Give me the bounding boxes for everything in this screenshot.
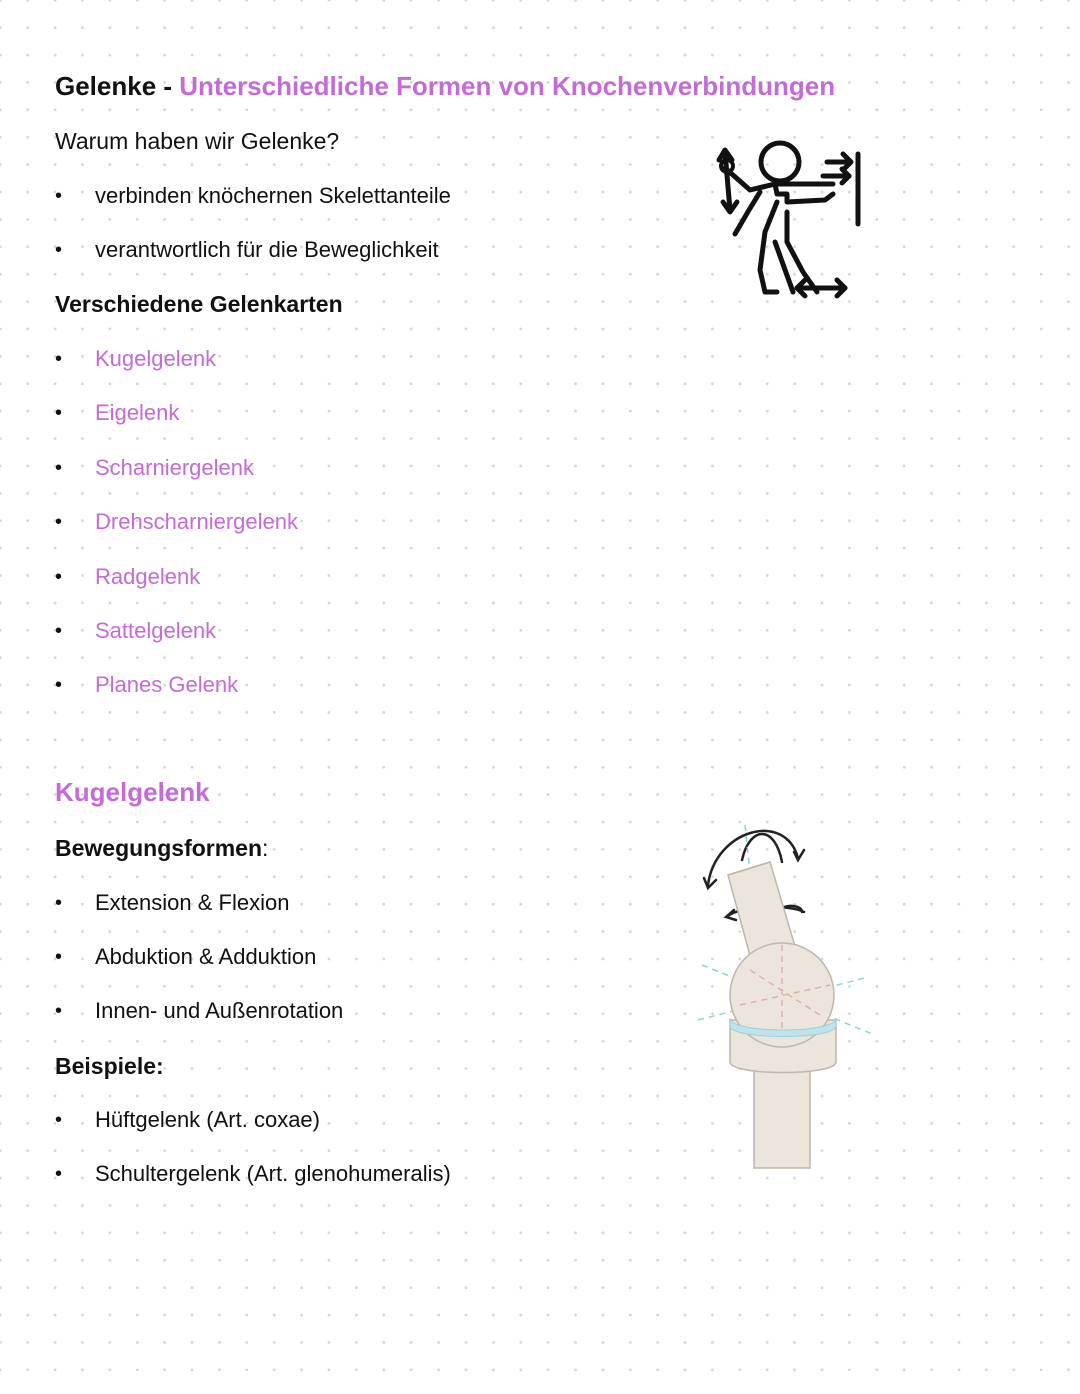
person-movement-icon	[705, 132, 870, 307]
title-subtitle: Unterschiedliche Formen von Knochenverbindungen	[179, 71, 836, 101]
bullet: •	[55, 185, 63, 207]
bullet: •	[55, 946, 63, 968]
bullet: •	[55, 1000, 63, 1022]
movements-heading-label: Bewegungsformen	[55, 835, 263, 861]
bullet: •	[55, 892, 63, 914]
type-item: Planes Gelenk	[95, 672, 239, 697]
title-main: Gelenke	[55, 71, 157, 101]
type-item: Sattelgelenk	[95, 618, 217, 643]
bullet: •	[55, 457, 63, 479]
bullet: •	[55, 511, 63, 533]
bullet: •	[55, 674, 63, 696]
bullet: •	[55, 239, 63, 261]
movements-heading-colon: :	[262, 835, 269, 861]
section-heading-ball-joint: Kugelgelenk	[55, 777, 210, 807]
reason-item: verbinden knöchernen Skelettanteile	[95, 183, 451, 208]
bullet: •	[55, 1163, 63, 1185]
movement-item: Innen- und Außenrotation	[95, 998, 344, 1023]
movements-heading	[55, 834, 268, 862]
type-item: Eigelenk	[95, 400, 180, 425]
title-separator: -	[156, 71, 180, 101]
type-item: Kugelgelenk	[95, 346, 217, 371]
intro-question: Warum haben wir Gelenke?	[55, 128, 340, 154]
movement-item: Extension & Flexion	[95, 890, 290, 915]
example-item: Hüftgelenk (Art. coxae)	[95, 1107, 320, 1132]
movement-item: Abduktion & Adduktion	[95, 944, 317, 969]
bullet: •	[55, 620, 63, 642]
type-item: Scharniergelenk	[95, 455, 254, 480]
reason-item: verantwortlich für die Beweglichkeit	[95, 237, 439, 262]
ball-joint-illustration	[690, 820, 890, 1175]
type-item: Drehscharniergelenk	[95, 509, 298, 534]
page-title	[55, 72, 835, 100]
bullet: •	[55, 566, 63, 588]
type-item: Radgelenk	[95, 564, 201, 589]
bullet: •	[55, 1109, 63, 1131]
examples-heading: Beispiele:	[55, 1053, 164, 1079]
example-item: Schultergelenk (Art. glenohumeralis)	[95, 1161, 451, 1186]
bullet: •	[55, 402, 63, 424]
bullet: •	[55, 348, 63, 370]
types-heading: Verschiedene Gelenkarten	[55, 291, 343, 317]
